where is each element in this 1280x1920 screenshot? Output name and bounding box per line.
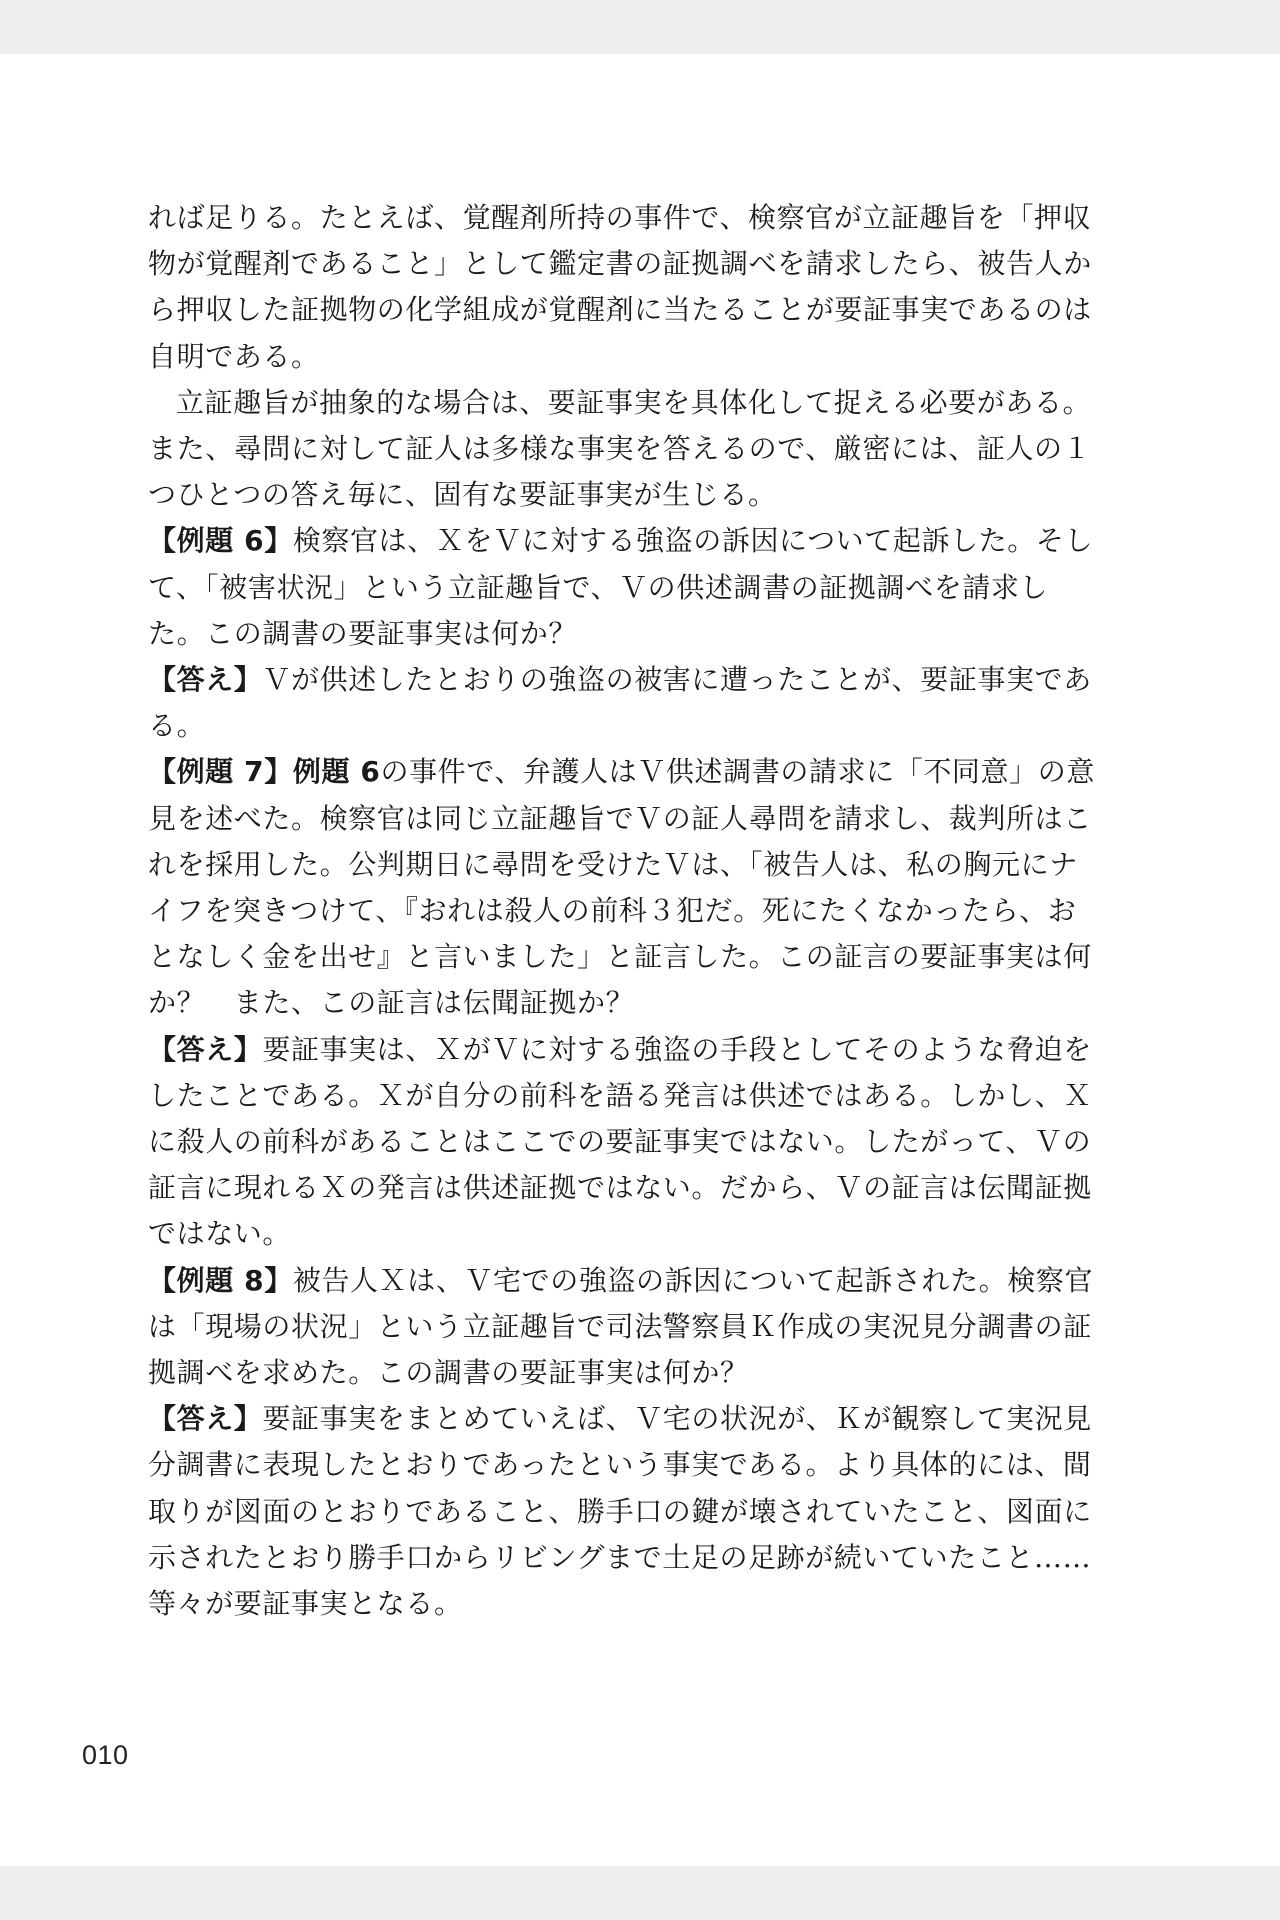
example-8	[148, 1258, 1100, 1397]
example-6-label: 【例題 6】	[148, 524, 293, 558]
answer-7-label: 【答え】	[148, 1032, 263, 1066]
example-7	[148, 749, 1100, 1026]
example-7-label: 【例題 7】	[148, 755, 293, 789]
answer-6-label: 【答え】	[148, 663, 263, 697]
page-number: 010	[82, 1740, 129, 1770]
top-margin-band	[0, 0, 1280, 54]
example-7-text: の事件で、弁護人はＶ供述調書の請求に「不同意」の意見を述べた。検察官は同じ立証趣旨でＶの証人尋問を請求し、裁判所はこれを採用した。公判期日に尋問を受けたＶは、「被告人は、私の胸元にナイフを突きつけて、『おれは殺人の前科３犯だ。死にたくなかったら、おとなしく金を出せ』と言いました」と証言した。この証言の要証事実は何か？ また、この証言は伝聞証拠か？	[148, 755, 1095, 1020]
example-8-label: 【例題 8】	[148, 1263, 293, 1297]
answer-6	[148, 657, 1100, 749]
paragraph-1: れば足りる。たとえば、覚醒剤所持の事件で、検察官が立証趣旨を「押収物が覚醒剤であること」として鑑定書の証拠調べを請求したら、被告人から押収した証拠物の化学組成が覚醒剤に当たることが要証事実であるのは自明である。	[148, 201, 1092, 373]
answer-6-text: Ｖが供述したとおりの強盗の被害に遭ったことが、要証事実である。	[148, 663, 1092, 743]
bottom-margin-band	[0, 1866, 1280, 1920]
example-6-text: 検察官は、ＸをＶに対する強盗の訴因について起訴した。そして、「被害状況」という立証趣旨で、Ｖの供述調書の証拠調べを請求した。この調書の要証事実は何か？	[148, 524, 1094, 650]
answer-8-label: 【答え】	[148, 1402, 263, 1436]
example-7-reference: 例題 6	[292, 755, 381, 789]
answer-8-text: 要証事実をまとめていえば、Ｖ宅の状況が、Ｋが観察して実況見分調書に表現したとおりであったという事実である。より具体的には、間取りが図面のとおりであること、勝手口の鍵が壊されていたこと、図面に示されたとおり勝手口からリビングまで土足の足跡が続いていたこと……等々が要証事実となる。	[148, 1402, 1092, 1621]
paragraph-2: 立証趣旨が抽象的な場合は、要証事実を具体化して捉える必要がある。また、尋問に対して証人は多様な事実を答えるので、厳密には、証人の１つひとつの答え毎に、固有な要証事実が生じる。	[148, 385, 1092, 512]
example-6	[148, 518, 1100, 657]
example-8-text: 被告人Ｘは、Ｖ宅での強盗の訴因について起訴された。検察官は「現場の状況」という立証趣旨で司法警察員Ｋ作成の実況見分調書の証拠調べを求めた。この調書の要証事実は何か？	[148, 1263, 1094, 1390]
answer-7	[148, 1027, 1100, 1258]
answer-7-text: 要証事実は、ＸがＶに対する強盗の手段としてそのような脅迫をしたことである。Ｘが自分の前科を語る発言は供述ではある。しかし、Ｘに殺人の前科があることはここでの要証事実ではない。したがって、Ｖの証言に現れるＸの発言は供述証拠ではない。だから、Ｖの証言は伝聞証拠ではない。	[148, 1032, 1092, 1251]
answer-8	[148, 1396, 1100, 1627]
page-body	[148, 195, 1100, 1627]
